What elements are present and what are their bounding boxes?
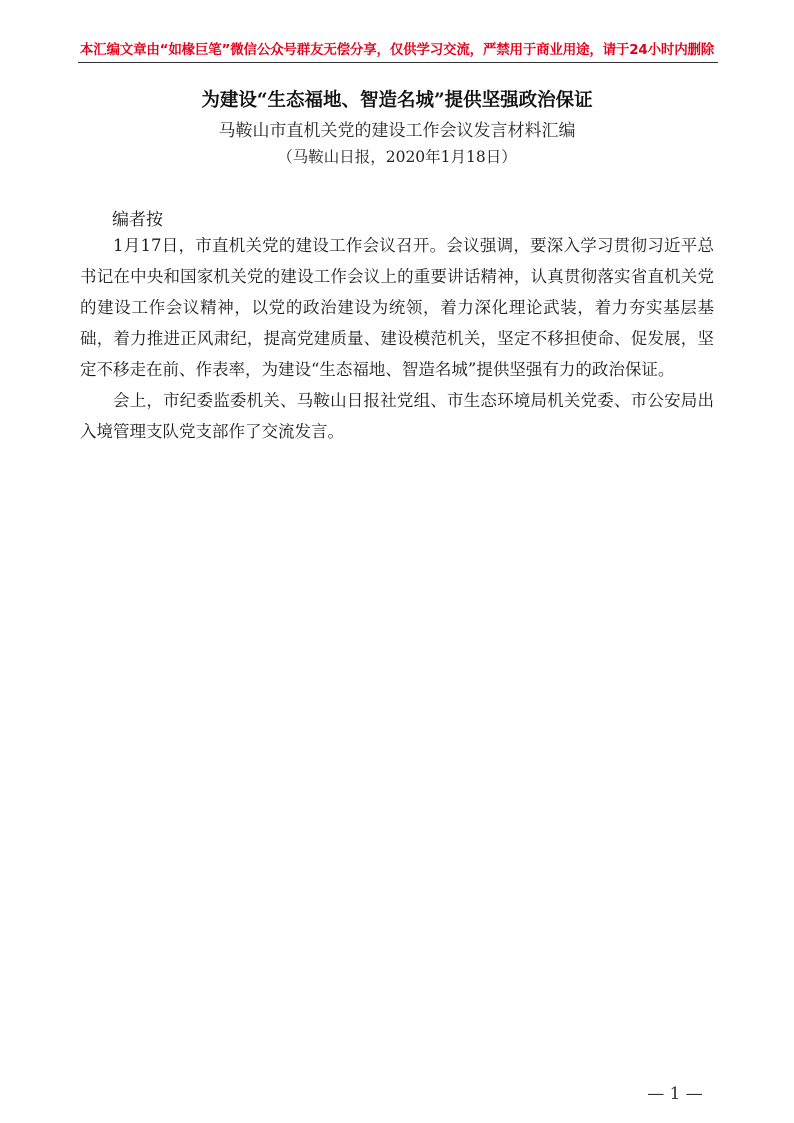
page-number: — 1 — <box>647 1084 703 1104</box>
document-body <box>80 230 714 447</box>
document-subtitle: 马鞍山市直机关党的建设工作会议发言材料汇编 <box>218 121 576 141</box>
disclaimer-banner: 本汇编文章由“如椽巨笔”微信公众号群友无偿分享，仅供学习交流，严禁用于商业用途，请于24小时内删除 <box>79 42 715 58</box>
header-divider <box>78 62 718 63</box>
document-source: （马鞍山日报，2020年1月18日） <box>277 148 517 166</box>
body-paragraph: 1月17日，市直机关党的建设工作会议召开。会议强调，要深入学习贯彻习近平总书记在中央和国家机关党的建设工作会议上的重要讲话精神，认真贯彻落实省直机关党的建设工作会议精神，以党的政治建设为统领，着力深化理论武装，着力夯实基层基础，着力推进正风肃纪，提高党建质量、建设模范机关，坚定不移担使命、促发展，坚定不移走在前、作表率，为建设“生态福地、智造名城”提供坚强有力的政治保证。 <box>80 236 714 379</box>
editor-note-heading: 编者按 <box>112 210 163 230</box>
document-title: 为建设“生态福地、智造名城”提供坚强政治保证 <box>201 90 593 111</box>
body-paragraph: 会上，市纪委监委机关、马鞍山日报社党组、市生态环境局机关党委、市公安局出入境管理支队党支部作了交流发言。 <box>80 391 714 441</box>
